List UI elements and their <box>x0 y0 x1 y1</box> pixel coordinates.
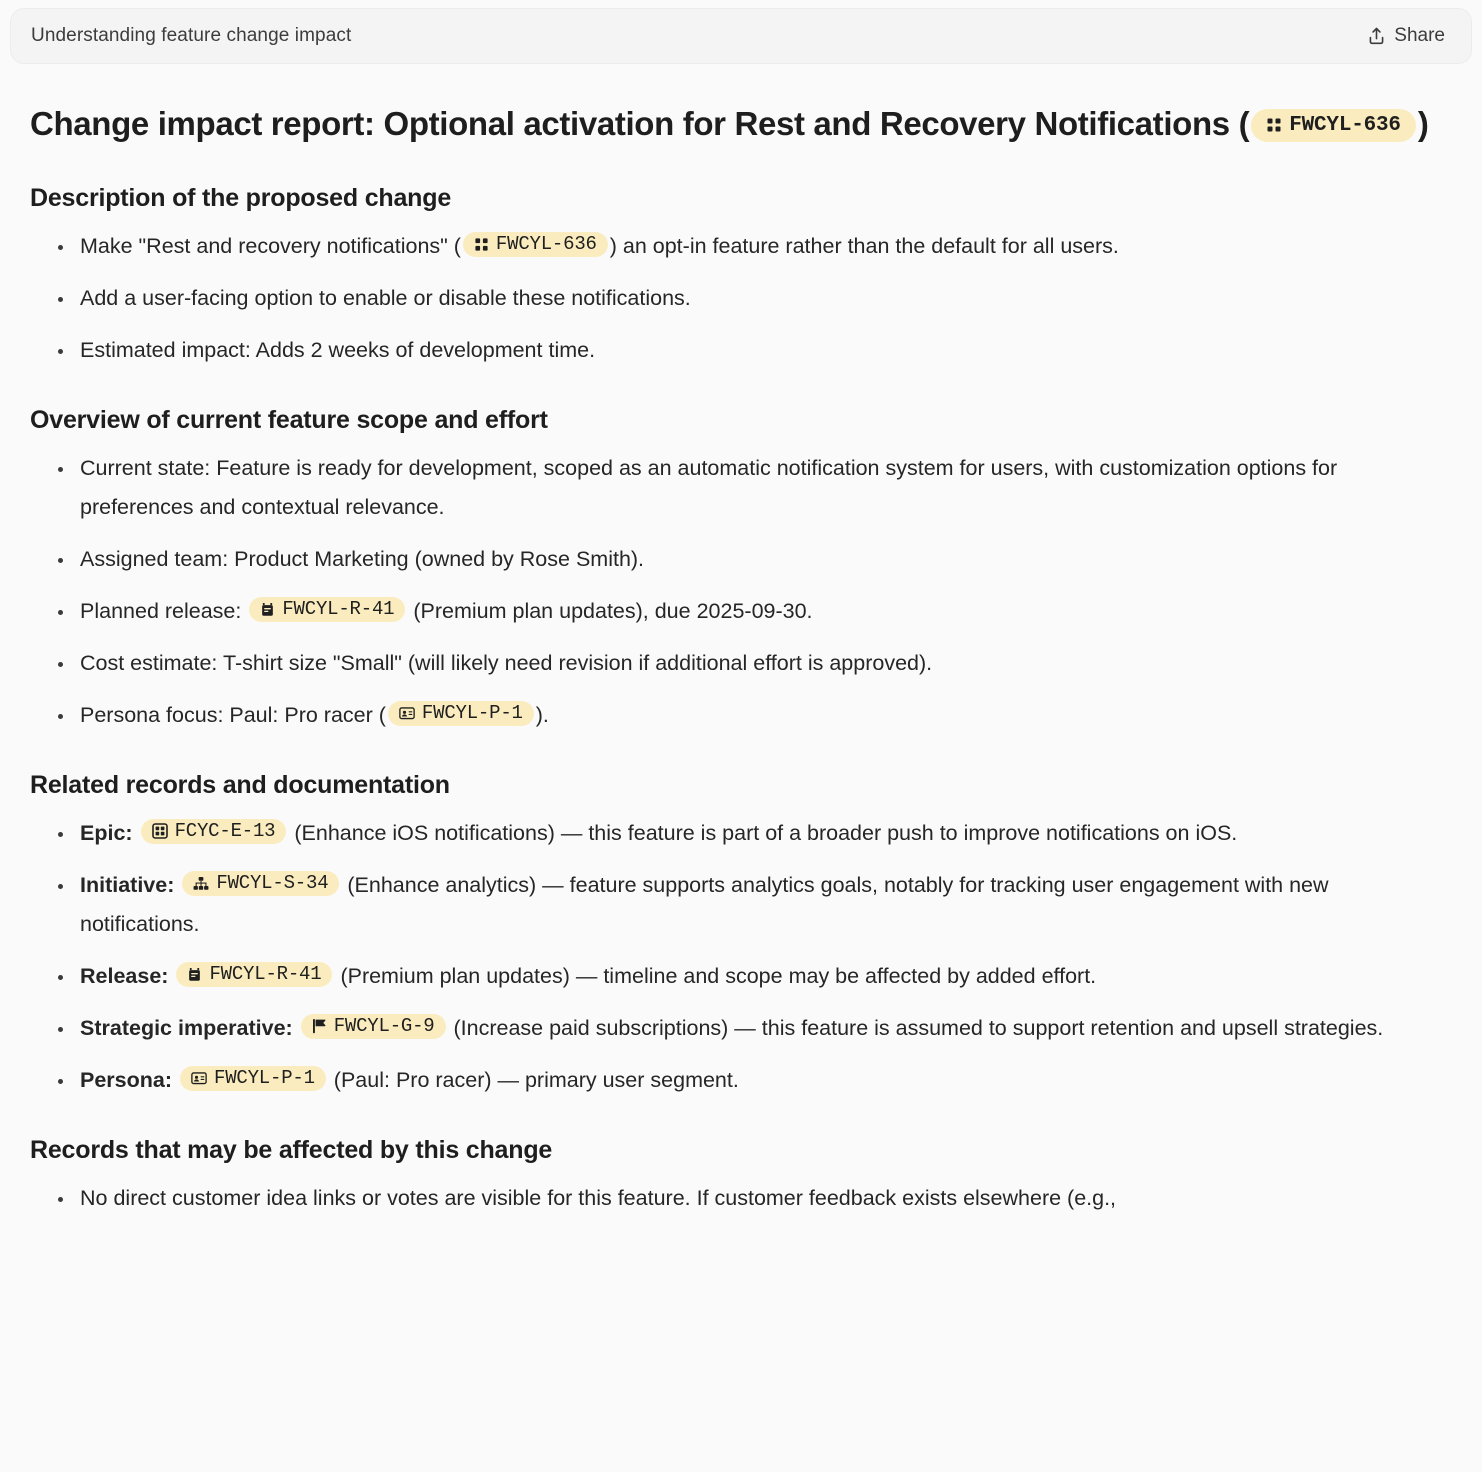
epic-grid-box-icon <box>152 823 168 839</box>
list-item-label: Strategic imperative: <box>80 1016 293 1040</box>
section-heading: Records that may be affected by this change <box>30 1136 553 1164</box>
list-item <box>30 592 1452 631</box>
section-heading: Related records and documentation <box>30 771 450 799</box>
list-item-label: Initiative: <box>80 873 175 897</box>
list-item-text: Assigned team: Product Marketing (owned by Rose Smith). <box>80 547 645 571</box>
list-item-text: Cost estimate: T-shirt size "Small" (will likely need revision if additional effort is approved). <box>80 651 933 675</box>
list-item <box>30 449 1452 527</box>
list-item <box>30 866 1452 944</box>
record-chip-label: FWCYL-P-1 <box>214 1066 315 1089</box>
list-item <box>30 279 1452 318</box>
list-item <box>30 814 1452 853</box>
grid-2x2-icon <box>1266 117 1282 133</box>
record-chip-label: FCYC-E-13 <box>174 819 276 842</box>
list-item-text: Current state: Feature is ready for development, scoped as an automatic notification system for users, with customization options for preferences and contextual relevance. <box>80 456 1338 519</box>
share-button-label: Share <box>1394 25 1445 46</box>
id-card-icon <box>191 1070 207 1086</box>
breadcrumb: Understanding feature change impact <box>31 25 352 46</box>
list-item-label: Epic: <box>80 821 133 845</box>
list-item-text: No direct customer idea links or votes are visible for this feature. If customer feedback exists elsewhere (e.g., <box>80 1186 1117 1210</box>
list-item <box>30 1061 1452 1100</box>
list-item <box>30 957 1452 996</box>
list-item-text: (Premium plan updates), due 2025-09-30. <box>407 599 813 623</box>
list-item <box>30 1009 1452 1048</box>
record-chip-label: FWCYL-G-9 <box>333 1014 435 1037</box>
list-item <box>30 540 1452 579</box>
section-heading: Overview of current feature scope and effort <box>30 406 548 434</box>
record-chip-fwcyl-p-1[interactable] <box>388 701 534 726</box>
list-item-text: (Increase paid subscriptions) — this feature is assumed to support retention and upsell strategies. <box>447 1016 1384 1040</box>
record-chip-label: FWCYL-636 <box>495 233 597 255</box>
calendar-icon <box>187 967 202 982</box>
flag-icon <box>312 1018 327 1034</box>
page-title-prefix: Change impact report: Optional activation for Rest and Recovery Notifications ( <box>30 105 1250 142</box>
record-chip-fwcyl-636[interactable] <box>463 232 608 257</box>
page-title-suffix: ) <box>1417 105 1429 142</box>
list-item <box>30 696 1452 735</box>
bullet-list <box>30 814 1452 1100</box>
list-item-text <box>172 1068 178 1092</box>
calendar-icon <box>260 602 275 617</box>
list-item-label: Persona: <box>80 1068 173 1092</box>
report-document <box>0 100 1482 1218</box>
record-chip-fwcyl-r-41[interactable] <box>249 597 405 622</box>
bullet-list <box>30 449 1452 735</box>
record-chip-fwcyl-s-34[interactable] <box>182 871 339 896</box>
record-chip-label: FWCYL-636 <box>1289 113 1401 137</box>
record-chip-fcyc-e-13[interactable] <box>141 819 287 844</box>
list-item-text: (Enhance analytics) — feature supports analytics goals, notably for tracking user engagement with new notifications. <box>80 873 1329 936</box>
list-item-text: ). <box>535 703 549 727</box>
list-item-text: Persona focus: Paul: Pro racer ( <box>80 703 386 727</box>
list-item <box>30 1179 1452 1218</box>
record-chip-fwcyl-g-9[interactable] <box>301 1014 446 1039</box>
record-chip-label: FWCYL-R-41 <box>209 963 322 985</box>
list-item-text <box>133 821 139 845</box>
list-item-text: Estimated impact: Adds 2 weeks of development time. <box>80 338 596 362</box>
sections-container <box>30 184 1452 1218</box>
bullet-list <box>30 1179 1452 1218</box>
bullet-list <box>30 227 1452 370</box>
list-item-text: Add a user-facing option to enable or disable these notifications. <box>80 286 691 310</box>
list-item-label: Release: <box>80 964 169 988</box>
record-chip-label: FWCYL-R-41 <box>282 598 395 620</box>
list-item-text: Make "Rest and recovery notifications" ( <box>80 234 461 258</box>
record-chip-fwcyl-636[interactable] <box>1251 109 1416 142</box>
list-item-text <box>168 964 174 988</box>
list-item-text: Planned release: <box>80 599 248 623</box>
record-chip-fwcyl-r-41[interactable] <box>176 962 332 987</box>
grid-2x2-icon <box>474 237 489 252</box>
list-item-text: (Premium plan updates) — timeline and scope may be affected by added effort. <box>334 964 1097 988</box>
record-chip-label: FWCYL-S-34 <box>216 872 329 894</box>
list-item <box>30 331 1452 370</box>
record-chip-fwcyl-p-1[interactable] <box>180 1066 326 1091</box>
hierarchy-icon <box>193 876 209 891</box>
record-chip-label: FWCYL-P-1 <box>421 701 523 724</box>
list-item-text <box>174 873 180 897</box>
list-item <box>30 227 1452 266</box>
share-upload-icon <box>1367 26 1386 46</box>
page-title <box>30 100 1452 148</box>
id-card-icon <box>399 705 415 721</box>
list-item-text: (Enhance iOS notifications) — this feature is part of a broader push to improve notifications on iOS. <box>288 821 1238 845</box>
list-item-text <box>293 1016 299 1040</box>
list-item-text: ) an opt-in feature rather than the default for all users. <box>609 234 1119 258</box>
top-header-bar <box>10 8 1472 64</box>
list-item-text: (Paul: Pro racer) — primary user segment. <box>327 1068 739 1092</box>
share-button[interactable] <box>1361 21 1451 51</box>
section-heading: Description of the proposed change <box>30 184 452 212</box>
list-item <box>30 644 1452 683</box>
